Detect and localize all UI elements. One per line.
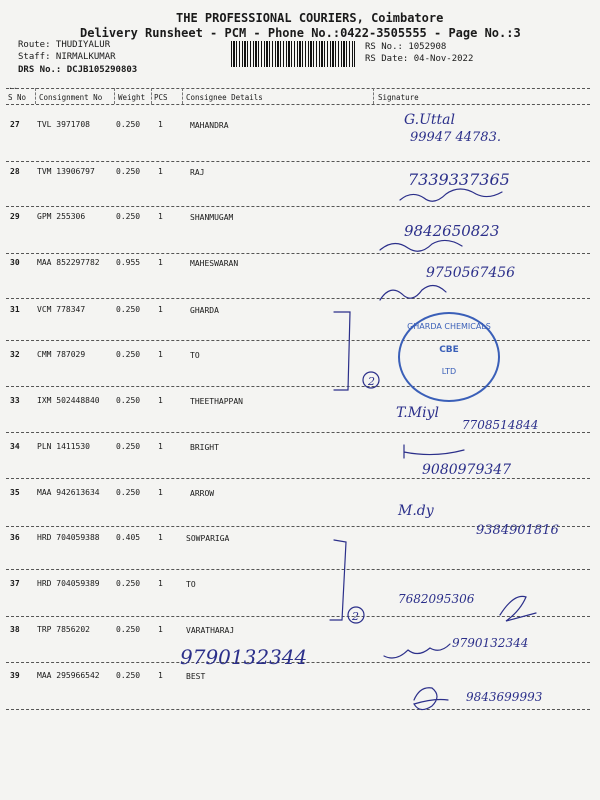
row-weight: 0.250: [116, 625, 141, 634]
handwritten-phone: 99947 44783.: [410, 130, 501, 145]
row-pcs: 1: [158, 533, 163, 542]
row-consignment: MAA 852297782: [37, 258, 100, 267]
handwritten-signature: T.Miyl: [396, 405, 439, 421]
row-consignment: HRD 704059389: [37, 579, 100, 588]
row-consignee: BEST: [186, 672, 206, 681]
row-sno: 39: [10, 671, 20, 680]
row-weight: 0.250: [116, 167, 141, 176]
bracket-icon: [334, 312, 350, 390]
stamp-bottom-text: LTD: [441, 367, 457, 376]
drs-number: DRS No.: DCJB105290803: [18, 65, 138, 75]
handwritten-signature: M.dy: [398, 503, 434, 519]
handwritten-phone: 9750567456: [426, 265, 516, 281]
handwritten-phone: 7682095306: [398, 592, 475, 606]
rs-number: RS No.: 1052908: [365, 42, 447, 52]
row-sno: 30: [10, 258, 20, 267]
row-pcs: 1: [158, 167, 163, 176]
row-weight: 0.405: [116, 533, 141, 542]
row-consignee: TO: [190, 351, 200, 360]
row-sno: 29: [10, 212, 20, 221]
route-label: Route: THUDIYALUR: [18, 40, 111, 50]
row-sno: 36: [10, 533, 20, 542]
row-weight: 0.250: [116, 396, 141, 405]
row-consignee: MAHESWARAN: [190, 259, 239, 268]
col-consignee: Consignee Details: [186, 93, 263, 102]
handwritten-signature: G.Uttal: [404, 112, 456, 128]
col-signature: Signature: [378, 93, 419, 102]
col-consignment: Consignment No: [39, 93, 103, 102]
row-consignment: HRD 704059388: [37, 533, 100, 542]
row-pcs: 1: [158, 305, 163, 314]
row-consignee: VARATHARAJ: [186, 626, 235, 635]
row-weight: 0.250: [116, 671, 141, 680]
signature-squiggle: [414, 688, 448, 710]
row-weight: 0.250: [116, 212, 141, 221]
handwritten-phone: 7708514844: [462, 418, 539, 432]
row-consignment: GPM 255306: [37, 212, 86, 221]
row-consignment: IXM 502448840: [37, 396, 100, 405]
row-sno: 34: [10, 442, 20, 451]
row-pcs: 1: [158, 488, 163, 497]
row-consignee: GHARDA: [190, 306, 219, 315]
row-consignment: MAA 942613634: [37, 488, 100, 497]
row-sno: 32: [10, 350, 20, 359]
handwritten-phone: 9790132344: [180, 645, 308, 669]
leading-dots: ..: [8, 82, 18, 91]
row-consignment: TVL 3971708: [37, 120, 90, 129]
row-weight: 0.955: [116, 258, 141, 267]
bracket-icon: [330, 540, 346, 620]
row-pcs: 1: [158, 396, 163, 405]
row-consignee: THEETHAPPAN: [190, 397, 243, 406]
handwritten-phone: 7339337365: [408, 170, 510, 189]
signature-squiggle: [380, 285, 446, 300]
row-pcs: 1: [158, 258, 163, 267]
row-weight: 0.250: [116, 488, 141, 497]
row-sno: 28: [10, 167, 20, 176]
row-sno: 37: [10, 579, 20, 588]
signature-squiggle: [404, 445, 464, 458]
handwritten-phone: 9384901816: [476, 523, 559, 538]
row-sno: 27: [10, 120, 20, 129]
row-consignment: MAA 295966542: [37, 671, 100, 680]
handwritten-phone: 9080979347: [422, 462, 512, 478]
stamp-arc-text: GHARDA CHEMICALS: [407, 322, 491, 331]
row-sno: 38: [10, 625, 20, 634]
row-weight: 0.250: [116, 579, 141, 588]
row-weight: 0.250: [116, 120, 141, 129]
row-consignee: BRIGHT: [190, 443, 219, 452]
col-sno: S No: [8, 93, 27, 102]
row-weight: 0.250: [116, 305, 141, 314]
handwritten-phone: 9790132344: [452, 636, 529, 650]
row-consignee: SHANMUGAM: [190, 213, 234, 222]
signature-squiggle: [500, 596, 536, 621]
bracket-count: 2: [352, 610, 359, 623]
row-consignment: PLN 1411530: [37, 442, 90, 451]
col-weight: Weight: [118, 93, 146, 102]
row-consignment: CMM 787029: [37, 350, 86, 359]
row-pcs: 1: [158, 625, 163, 634]
row-consignee: ARROW: [190, 489, 215, 498]
row-pcs: 1: [158, 671, 163, 680]
row-sno: 31: [10, 305, 20, 314]
signature-squiggle: [400, 189, 502, 201]
row-pcs: 1: [158, 120, 163, 129]
row-consignee: RAJ: [190, 168, 205, 177]
row-consignment: TVM 13906797: [37, 167, 95, 176]
stamp-center-text: CBE: [439, 345, 459, 355]
staff-label: Staff: NIRMALKUMAR: [18, 52, 116, 62]
bracket-count: 2: [368, 375, 375, 388]
handwritten-phone: 9842650823: [404, 222, 500, 240]
rs-date: RS Date: 04-Nov-2022: [365, 54, 474, 64]
row-sno: 33: [10, 396, 20, 405]
row-pcs: 1: [158, 350, 163, 359]
company-title: THE PROFESSIONAL COURIERS, Coimbatore: [176, 11, 444, 25]
row-pcs: 1: [158, 212, 163, 221]
runsheet-title: Delivery Runsheet - PCM - Phone No.:0422-3505555 - Page No.:3: [80, 26, 521, 40]
row-consignment: TRP 7856202: [37, 625, 90, 634]
signature-squiggle: [384, 644, 450, 658]
circle-icon: [363, 372, 379, 388]
row-sno: 35: [10, 488, 20, 497]
row-consignment: VCM 778347: [37, 305, 86, 314]
row-pcs: 1: [158, 442, 163, 451]
circle-icon: [348, 607, 364, 623]
handwritten-phone: 9843699993: [466, 690, 543, 704]
signature-squiggle: [380, 240, 462, 251]
row-consignee: MAHANDRA: [190, 121, 229, 130]
row-consignee: TO: [186, 580, 196, 589]
row-pcs: 1: [158, 579, 163, 588]
col-pcs: PCS: [154, 93, 168, 102]
row-weight: 0.250: [116, 442, 141, 451]
row-weight: 0.250: [116, 350, 141, 359]
row-consignee: SOWPARIGA: [186, 534, 230, 543]
